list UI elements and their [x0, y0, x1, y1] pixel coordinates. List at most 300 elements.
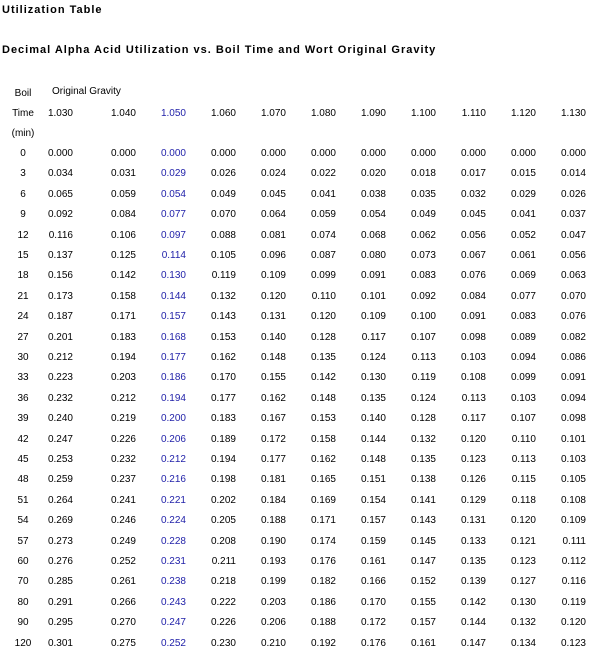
- utilization-cell: 0.142: [110, 270, 136, 281]
- utilization-cell: 0.167: [260, 413, 286, 424]
- utilization-cell: 0.037: [560, 209, 586, 220]
- utilization-cell: 0.080: [360, 250, 386, 261]
- utilization-cell: 0.099: [510, 372, 536, 383]
- utilization-cell: 0.203: [110, 372, 136, 383]
- utilization-cell: 0.155: [260, 372, 286, 383]
- utilization-cell: 0.252: [110, 556, 136, 567]
- utilization-cell: 0.285: [47, 576, 73, 587]
- utilization-cell: 0.259: [47, 474, 73, 485]
- utilization-cell: 0.266: [110, 597, 136, 608]
- utilization-cell: 0.031: [110, 168, 136, 179]
- utilization-cell: 0.188: [260, 515, 286, 526]
- utilization-cell: 0.171: [110, 311, 136, 322]
- utilization-cell: 0.132: [210, 291, 236, 302]
- utilization-cell: 0.000: [360, 148, 386, 159]
- utilization-cell: 0.221: [160, 495, 186, 506]
- utilization-cell: 0.222: [210, 597, 236, 608]
- utilization-cell: 0.120: [560, 617, 586, 628]
- utilization-cell: 0.194: [110, 352, 136, 363]
- utilization-cell: 0.114: [161, 250, 186, 261]
- utilization-cell: 0.137: [47, 250, 73, 261]
- utilization-cell: 0.109: [560, 515, 586, 526]
- boil-time-cell: 45: [17, 454, 29, 465]
- utilization-cell: 0.034: [47, 168, 73, 179]
- utilization-cell: 0.041: [510, 209, 536, 220]
- utilization-cell: 0.067: [460, 250, 486, 261]
- utilization-cell: 0.119: [411, 372, 436, 383]
- utilization-cell: 0.231: [160, 556, 186, 567]
- boil-header-line-3: (min): [11, 128, 35, 139]
- utilization-cell: 0.148: [260, 352, 286, 363]
- utilization-cell: 0.161: [360, 556, 386, 567]
- utilization-cell: 0.135: [460, 556, 486, 567]
- utilization-cell: 0.094: [510, 352, 536, 363]
- utilization-cell: 0.000: [110, 148, 136, 159]
- utilization-cell: 0.105: [560, 474, 586, 485]
- utilization-cell: 0.157: [160, 311, 186, 322]
- utilization-cell: 0.108: [460, 372, 486, 383]
- utilization-cell: 0.295: [47, 617, 73, 628]
- utilization-cell: 0.074: [310, 230, 336, 241]
- utilization-cell: 0.140: [360, 413, 386, 424]
- utilization-cell: 0.199: [260, 576, 286, 587]
- utilization-cell: 0.135: [310, 352, 336, 363]
- utilization-cell: 0.103: [510, 393, 536, 404]
- utilization-cell: 0.124: [410, 393, 436, 404]
- utilization-cell: 0.132: [510, 617, 536, 628]
- gravity-header-1-060: 1.060: [210, 108, 236, 119]
- utilization-cell: 0.082: [560, 332, 586, 343]
- boil-time-cell: 21: [17, 291, 29, 302]
- utilization-cell: 0.056: [560, 250, 586, 261]
- utilization-cell: 0.252: [160, 638, 186, 649]
- utilization-cell: 0.152: [410, 576, 436, 587]
- utilization-cell: 0.049: [410, 209, 436, 220]
- utilization-cell: 0.112: [561, 556, 586, 567]
- utilization-cell: 0.103: [460, 352, 486, 363]
- utilization-cell: 0.129: [460, 495, 486, 506]
- utilization-cell: 0.116: [48, 230, 73, 241]
- utilization-cell: 0.142: [310, 372, 336, 383]
- utilization-cell: 0.269: [47, 515, 73, 526]
- utilization-cell: 0.000: [460, 148, 486, 159]
- utilization-cell: 0.123: [460, 454, 486, 465]
- utilization-cell: 0.291: [47, 597, 73, 608]
- utilization-cell: 0.059: [310, 209, 336, 220]
- boil-time-cell: 120: [14, 638, 32, 649]
- utilization-cell: 0.014: [560, 168, 586, 179]
- utilization-cell: 0.162: [210, 352, 236, 363]
- utilization-cell: 0.224: [160, 515, 186, 526]
- utilization-cell: 0.026: [560, 189, 586, 200]
- utilization-cell: 0.182: [310, 576, 336, 587]
- utilization-cell: 0.212: [160, 454, 186, 465]
- utilization-cell: 0.232: [47, 393, 73, 404]
- utilization-cell: 0.000: [260, 148, 286, 159]
- utilization-cell: 0.000: [310, 148, 336, 159]
- utilization-cell: 0.123: [560, 638, 586, 649]
- utilization-cell: 0.228: [160, 536, 186, 547]
- utilization-cell: 0.077: [160, 209, 186, 220]
- utilization-cell: 0.246: [110, 515, 136, 526]
- utilization-cell: 0.226: [210, 617, 236, 628]
- utilization-cell: 0.096: [260, 250, 286, 261]
- utilization-cell: 0.145: [410, 536, 436, 547]
- utilization-cell: 0.165: [310, 474, 336, 485]
- utilization-cell: 0.184: [260, 495, 286, 506]
- utilization-cell: 0.153: [310, 413, 336, 424]
- utilization-cell: 0.176: [360, 638, 386, 649]
- utilization-cell: 0.094: [560, 393, 586, 404]
- utilization-cell: 0.054: [360, 209, 386, 220]
- boil-time-cell: 51: [17, 495, 29, 506]
- utilization-cell: 0.101: [560, 434, 586, 445]
- utilization-cell: 0.261: [110, 576, 136, 587]
- utilization-cell: 0.068: [360, 230, 386, 241]
- utilization-cell: 0.070: [560, 291, 586, 302]
- utilization-cell: 0.120: [460, 434, 486, 445]
- gravity-header-1-080: 1.080: [310, 108, 336, 119]
- utilization-cell: 0.144: [160, 291, 186, 302]
- utilization-cell: 0.155: [410, 597, 436, 608]
- boil-time-cell: 30: [17, 352, 29, 363]
- utilization-cell: 0.000: [560, 148, 586, 159]
- utilization-cell: 0.081: [260, 230, 286, 241]
- utilization-cell: 0.052: [510, 230, 536, 241]
- boil-time-cell: 33: [17, 372, 29, 383]
- utilization-cell: 0.201: [47, 332, 73, 343]
- utilization-cell: 0.187: [47, 311, 73, 322]
- utilization-cell: 0.041: [310, 189, 336, 200]
- utilization-cell: 0.188: [310, 617, 336, 628]
- boil-time-cell: 3: [20, 168, 26, 179]
- boil-time-cell: 48: [17, 474, 29, 485]
- utilization-cell: 0.172: [360, 617, 386, 628]
- utilization-cell: 0.086: [560, 352, 586, 363]
- utilization-cell: 0.194: [210, 454, 236, 465]
- utilization-cell: 0.049: [210, 189, 236, 200]
- utilization-cell: 0.076: [460, 270, 486, 281]
- utilization-cell: 0.000: [210, 148, 236, 159]
- utilization-cell: 0.153: [210, 332, 236, 343]
- utilization-cell: 0.148: [360, 454, 386, 465]
- utilization-cell: 0.198: [210, 474, 236, 485]
- utilization-cell: 0.109: [260, 270, 286, 281]
- utilization-cell: 0.087: [310, 250, 336, 261]
- boil-time-cell: 6: [20, 189, 26, 200]
- utilization-cell: 0.247: [160, 617, 186, 628]
- gravity-header-1-070: 1.070: [260, 108, 286, 119]
- utilization-cell: 0.210: [260, 638, 286, 649]
- utilization-cell: 0.212: [47, 352, 73, 363]
- utilization-cell: 0.276: [47, 556, 73, 567]
- utilization-cell: 0.109: [360, 311, 386, 322]
- boil-time-cell: 42: [17, 434, 29, 445]
- utilization-cell: 0.091: [360, 270, 386, 281]
- utilization-cell: 0.170: [360, 597, 386, 608]
- utilization-cell: 0.015: [510, 168, 536, 179]
- boil-time-cell: 80: [17, 597, 29, 608]
- utilization-cell: 0.035: [410, 189, 436, 200]
- utilization-cell: 0.249: [110, 536, 136, 547]
- boil-header-line-1: Boil: [14, 88, 32, 99]
- utilization-cell: 0.237: [110, 474, 136, 485]
- utilization-cell: 0.130: [510, 597, 536, 608]
- utilization-cell: 0.118: [511, 495, 536, 506]
- utilization-cell: 0.124: [360, 352, 386, 363]
- utilization-cell: 0.099: [310, 270, 336, 281]
- original-gravity-label: Original Gravity: [52, 86, 121, 97]
- utilization-cell: 0.069: [510, 270, 536, 281]
- utilization-cell: 0.098: [560, 413, 586, 424]
- utilization-cell: 0.169: [310, 495, 336, 506]
- utilization-cell: 0.206: [160, 434, 186, 445]
- utilization-cell: 0.045: [460, 209, 486, 220]
- utilization-cell: 0.208: [210, 536, 236, 547]
- utilization-cell: 0.092: [47, 209, 73, 220]
- utilization-cell: 0.092: [410, 291, 436, 302]
- utilization-cell: 0.130: [360, 372, 386, 383]
- utilization-cell: 0.177: [160, 352, 186, 363]
- utilization-cell: 0.017: [460, 168, 486, 179]
- utilization-cell: 0.128: [310, 332, 336, 343]
- utilization-cell: 0.176: [310, 556, 336, 567]
- utilization-cell: 0.177: [210, 393, 236, 404]
- gravity-header-1-120: 1.120: [510, 108, 536, 119]
- utilization-cell: 0.183: [110, 332, 136, 343]
- utilization-cell: 0.070: [210, 209, 236, 220]
- utilization-cell: 0.143: [210, 311, 236, 322]
- boil-time-cell: 27: [17, 332, 29, 343]
- utilization-cell: 0.192: [310, 638, 336, 649]
- boil-time-cell: 36: [17, 393, 29, 404]
- utilization-cell: 0.253: [47, 454, 73, 465]
- utilization-cell: 0.189: [210, 434, 236, 445]
- utilization-cell: 0.190: [260, 536, 286, 547]
- utilization-cell: 0.172: [260, 434, 286, 445]
- boil-time-cell: 57: [17, 536, 29, 547]
- utilization-cell: 0.226: [110, 434, 136, 445]
- utilization-cell: 0.230: [210, 638, 236, 649]
- utilization-cell: 0.076: [560, 311, 586, 322]
- utilization-cell: 0.223: [47, 372, 73, 383]
- utilization-cell: 0.270: [110, 617, 136, 628]
- utilization-cell: 0.135: [360, 393, 386, 404]
- utilization-cell: 0.029: [160, 168, 186, 179]
- utilization-cell: 0.061: [510, 250, 536, 261]
- utilization-cell: 0.216: [160, 474, 186, 485]
- utilization-cell: 0.125: [110, 250, 136, 261]
- utilization-cell: 0.047: [560, 230, 586, 241]
- utilization-cell: 0.064: [260, 209, 286, 220]
- utilization-cell: 0.024: [260, 168, 286, 179]
- utilization-cell: 0.062: [410, 230, 436, 241]
- boil-time-cell: 54: [17, 515, 29, 526]
- utilization-cell: 0.083: [410, 270, 436, 281]
- utilization-cell: 0.105: [210, 250, 236, 261]
- gravity-header-1-030: 1.030: [47, 108, 73, 119]
- utilization-cell: 0.202: [210, 495, 236, 506]
- utilization-cell: 0.144: [360, 434, 386, 445]
- utilization-cell: 0.110: [511, 434, 536, 445]
- utilization-cell: 0.171: [310, 515, 336, 526]
- utilization-cell: 0.083: [510, 311, 536, 322]
- utilization-cell: 0.116: [561, 576, 586, 587]
- utilization-cell: 0.158: [310, 434, 336, 445]
- utilization-cell: 0.183: [210, 413, 236, 424]
- utilization-cell: 0.158: [110, 291, 136, 302]
- utilization-cell: 0.273: [47, 536, 73, 547]
- utilization-cell: 0.151: [360, 474, 386, 485]
- utilization-cell: 0.232: [110, 454, 136, 465]
- utilization-cell: 0.194: [160, 393, 186, 404]
- utilization-cell: 0.132: [410, 434, 436, 445]
- utilization-cell: 0.162: [310, 454, 336, 465]
- boil-time-cell: 70: [17, 576, 29, 587]
- utilization-cell: 0.073: [410, 250, 436, 261]
- utilization-cell: 0.181: [260, 474, 286, 485]
- boil-time-cell: 12: [17, 230, 29, 241]
- utilization-cell: 0.120: [310, 311, 336, 322]
- utilization-cell: 0.100: [410, 311, 436, 322]
- utilization-cell: 0.107: [510, 413, 536, 424]
- utilization-cell: 0.154: [360, 495, 386, 506]
- utilization-cell: 0.238: [160, 576, 186, 587]
- utilization-cell: 0.077: [510, 291, 536, 302]
- boil-time-cell: 0: [20, 148, 26, 159]
- gravity-header-1-100: 1.100: [410, 108, 436, 119]
- utilization-cell: 0.174: [310, 536, 336, 547]
- utilization-cell: 0.128: [410, 413, 436, 424]
- utilization-cell: 0.111: [562, 536, 586, 547]
- utilization-cell: 0.059: [110, 189, 136, 200]
- utilization-cell: 0.029: [510, 189, 536, 200]
- utilization-cell: 0.275: [110, 638, 136, 649]
- boil-time-cell: 60: [17, 556, 29, 567]
- utilization-cell: 0.240: [47, 413, 73, 424]
- utilization-cell: 0.123: [510, 556, 536, 567]
- utilization-cell: 0.107: [410, 332, 436, 343]
- utilization-cell: 0.106: [110, 230, 136, 241]
- utilization-cell: 0.148: [310, 393, 336, 404]
- table-subtitle: Decimal Alpha Acid Utilization vs. Boil Time and Wort Original Gravity: [2, 44, 437, 56]
- utilization-cell: 0.108: [560, 495, 586, 506]
- gravity-header-1-090: 1.090: [360, 108, 386, 119]
- utilization-cell: 0.103: [560, 454, 586, 465]
- boil-header-line-2: Time: [12, 108, 34, 119]
- utilization-cell: 0.018: [410, 168, 436, 179]
- utilization-cell: 0.205: [210, 515, 236, 526]
- utilization-cell: 0.200: [160, 413, 186, 424]
- gravity-header-1-050: 1.050: [160, 108, 186, 119]
- utilization-cell: 0.038: [360, 189, 386, 200]
- utilization-cell: 0.157: [410, 617, 436, 628]
- utilization-cell: 0.126: [460, 474, 486, 485]
- utilization-cell: 0.101: [360, 291, 386, 302]
- utilization-cell: 0.000: [510, 148, 536, 159]
- gravity-header-1-130: 1.130: [560, 108, 586, 119]
- utilization-cell: 0.161: [410, 638, 436, 649]
- utilization-cell: 0.120: [510, 515, 536, 526]
- utilization-cell: 0.162: [260, 393, 286, 404]
- utilization-cell: 0.117: [461, 413, 486, 424]
- utilization-cell: 0.168: [160, 332, 186, 343]
- utilization-cell: 0.098: [460, 332, 486, 343]
- utilization-cell: 0.020: [360, 168, 386, 179]
- utilization-cell: 0.135: [410, 454, 436, 465]
- utilization-cell: 0.127: [510, 576, 536, 587]
- utilization-cell: 0.130: [160, 270, 186, 281]
- utilization-cell: 0.301: [47, 638, 73, 649]
- utilization-cell: 0.056: [460, 230, 486, 241]
- utilization-cell: 0.193: [260, 556, 286, 567]
- boil-time-cell: 39: [17, 413, 29, 424]
- utilization-cell: 0.032: [460, 189, 486, 200]
- utilization-cell: 0.243: [160, 597, 186, 608]
- utilization-cell: 0.186: [160, 372, 186, 383]
- utilization-cell: 0.088: [210, 230, 236, 241]
- utilization-cell: 0.131: [460, 515, 486, 526]
- utilization-cell: 0.170: [210, 372, 236, 383]
- utilization-cell: 0.000: [160, 148, 186, 159]
- utilization-cell: 0.143: [410, 515, 436, 526]
- utilization-cell: 0.131: [260, 311, 286, 322]
- utilization-cell: 0.241: [110, 495, 136, 506]
- utilization-cell: 0.121: [510, 536, 536, 547]
- utilization-cell: 0.054: [160, 189, 186, 200]
- utilization-cell: 0.026: [210, 168, 236, 179]
- utilization-cell: 0.156: [47, 270, 73, 281]
- utilization-cell: 0.119: [561, 597, 586, 608]
- utilization-cell: 0.206: [260, 617, 286, 628]
- utilization-cell: 0.166: [360, 576, 386, 587]
- utilization-cell: 0.141: [410, 495, 436, 506]
- utilization-cell: 0.177: [260, 454, 286, 465]
- gravity-header-1-040: 1.040: [110, 108, 136, 119]
- utilization-cell: 0.157: [360, 515, 386, 526]
- boil-time-cell: 9: [20, 209, 26, 220]
- utilization-cell: 0.022: [310, 168, 336, 179]
- boil-time-cell: 15: [17, 250, 29, 261]
- utilization-cell: 0.173: [47, 291, 73, 302]
- utilization-cell: 0.147: [410, 556, 436, 567]
- utilization-cell: 0.264: [47, 495, 73, 506]
- utilization-cell: 0.063: [560, 270, 586, 281]
- utilization-cell: 0.084: [110, 209, 136, 220]
- utilization-cell: 0.140: [260, 332, 286, 343]
- utilization-cell: 0.113: [461, 393, 486, 404]
- utilization-cell: 0.247: [47, 434, 73, 445]
- utilization-cell: 0.115: [511, 474, 536, 485]
- utilization-cell: 0.000: [47, 148, 73, 159]
- utilization-cell: 0.134: [510, 638, 536, 649]
- utilization-cell: 0.144: [460, 617, 486, 628]
- utilization-cell: 0.117: [361, 332, 386, 343]
- utilization-cell: 0.203: [260, 597, 286, 608]
- utilization-cell: 0.212: [110, 393, 136, 404]
- boil-time-cell: 90: [17, 617, 29, 628]
- utilization-cell: 0.084: [460, 291, 486, 302]
- utilization-cell: 0.219: [110, 413, 136, 424]
- utilization-cell: 0.159: [360, 536, 386, 547]
- utilization-cell: 0.000: [410, 148, 436, 159]
- utilization-cell: 0.138: [410, 474, 436, 485]
- utilization-cell: 0.211: [211, 556, 236, 567]
- utilization-cell: 0.133: [460, 536, 486, 547]
- utilization-cell: 0.119: [211, 270, 236, 281]
- utilization-cell: 0.089: [510, 332, 536, 343]
- utilization-cell: 0.113: [411, 352, 436, 363]
